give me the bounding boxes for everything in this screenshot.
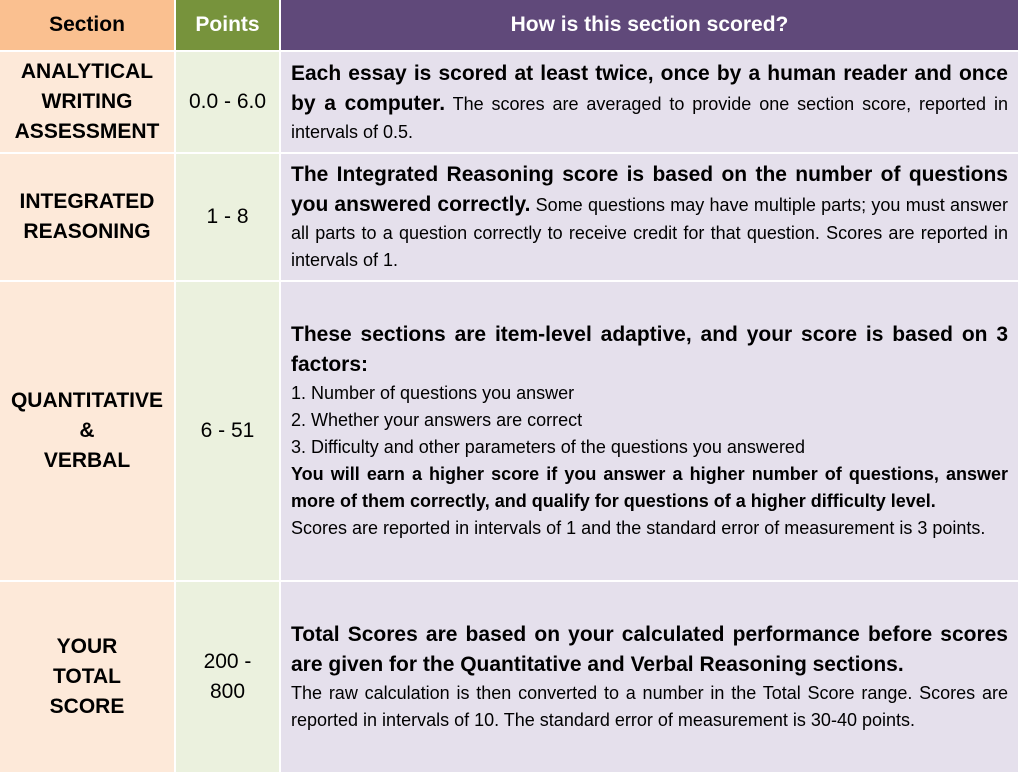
- description-cell: [281, 154, 1018, 282]
- section-name-line: YOUR: [56, 635, 118, 658]
- table-row: [0, 582, 1018, 774]
- factor-list-item: 1. Number of questions you answer: [291, 383, 575, 403]
- factor-list-item: 3. Difficulty and other parameters of the questions you answered: [291, 437, 805, 457]
- header-row: [0, 0, 1018, 52]
- section-name-line: &: [79, 419, 95, 442]
- section-name-line: REASONING: [23, 220, 151, 243]
- description-text: The scores are averaged to provide one section score, reported in intervals of 0.5.: [291, 93, 1008, 142]
- section-name-cell: [0, 282, 176, 582]
- description-lead: Total Scores are based on your calculated performance before scores are given for the Quantitative and Verbal Reasoning sections.: [291, 623, 1008, 676]
- section-name-line: SCORE: [49, 695, 125, 718]
- section-name-cell: [0, 154, 176, 282]
- description-lead: These sections are item-level adaptive, and your score is based on 3 factors:: [291, 323, 1008, 376]
- table-row: [0, 282, 1018, 582]
- section-name-line: INTEGRATED: [19, 190, 155, 213]
- points-cell: 1 - 8: [176, 154, 281, 282]
- description-cell: [281, 52, 1018, 154]
- points-line: 800: [209, 680, 246, 703]
- description-emphasis: You will earn a higher score if you answer a higher number of questions, answer more of them correctly, and qualify for questions of a higher difficulty level.: [291, 464, 1008, 511]
- description-cell: [281, 582, 1018, 774]
- how-scored-header: How is this section scored?: [281, 0, 1018, 52]
- points-cell: [176, 582, 281, 774]
- description-text: Some questions may have multiple parts; you must answer all parts to a question correctly to receive credit for that question. Scores are reported in intervals of 1.: [291, 195, 1008, 270]
- description-lead: The Integrated Reasoning score is based on the number of questions you answered correctly.: [291, 163, 1008, 216]
- points-cell: 0.0 - 6.0: [176, 52, 281, 154]
- section-name-line: VERBAL: [43, 449, 131, 472]
- table-row: [0, 52, 1018, 154]
- description-cell: [281, 282, 1018, 582]
- description-text: The raw calculation is then converted to a number in the Total Score range. Scores are reported in intervals of 10. The standard error of measurement is 30-40 points.: [291, 683, 1008, 730]
- table-row: [0, 154, 1018, 282]
- section-name-line: TOTAL: [52, 665, 122, 688]
- section-name-cell: [0, 582, 176, 774]
- section-header: Section: [0, 0, 176, 52]
- description-lead: Each essay is scored at least twice, once by a human reader and once by a computer.: [291, 61, 1008, 115]
- factor-list-item: 2. Whether your answers are correct: [291, 410, 583, 430]
- points-cell: 6 - 51: [176, 282, 281, 582]
- section-name-line: ANALYTICAL: [20, 60, 154, 83]
- section-name-line: QUANTITATIVE: [10, 389, 164, 412]
- points-header: Points: [176, 0, 281, 52]
- points-line: 200 -: [203, 650, 252, 673]
- section-name-cell: [0, 52, 176, 154]
- section-name-line: WRITING: [41, 90, 133, 113]
- section-name-line: ASSESSMENT: [14, 120, 160, 143]
- description-text: Scores are reported in intervals of 1 and the standard error of measurement is 3 points.: [291, 518, 986, 538]
